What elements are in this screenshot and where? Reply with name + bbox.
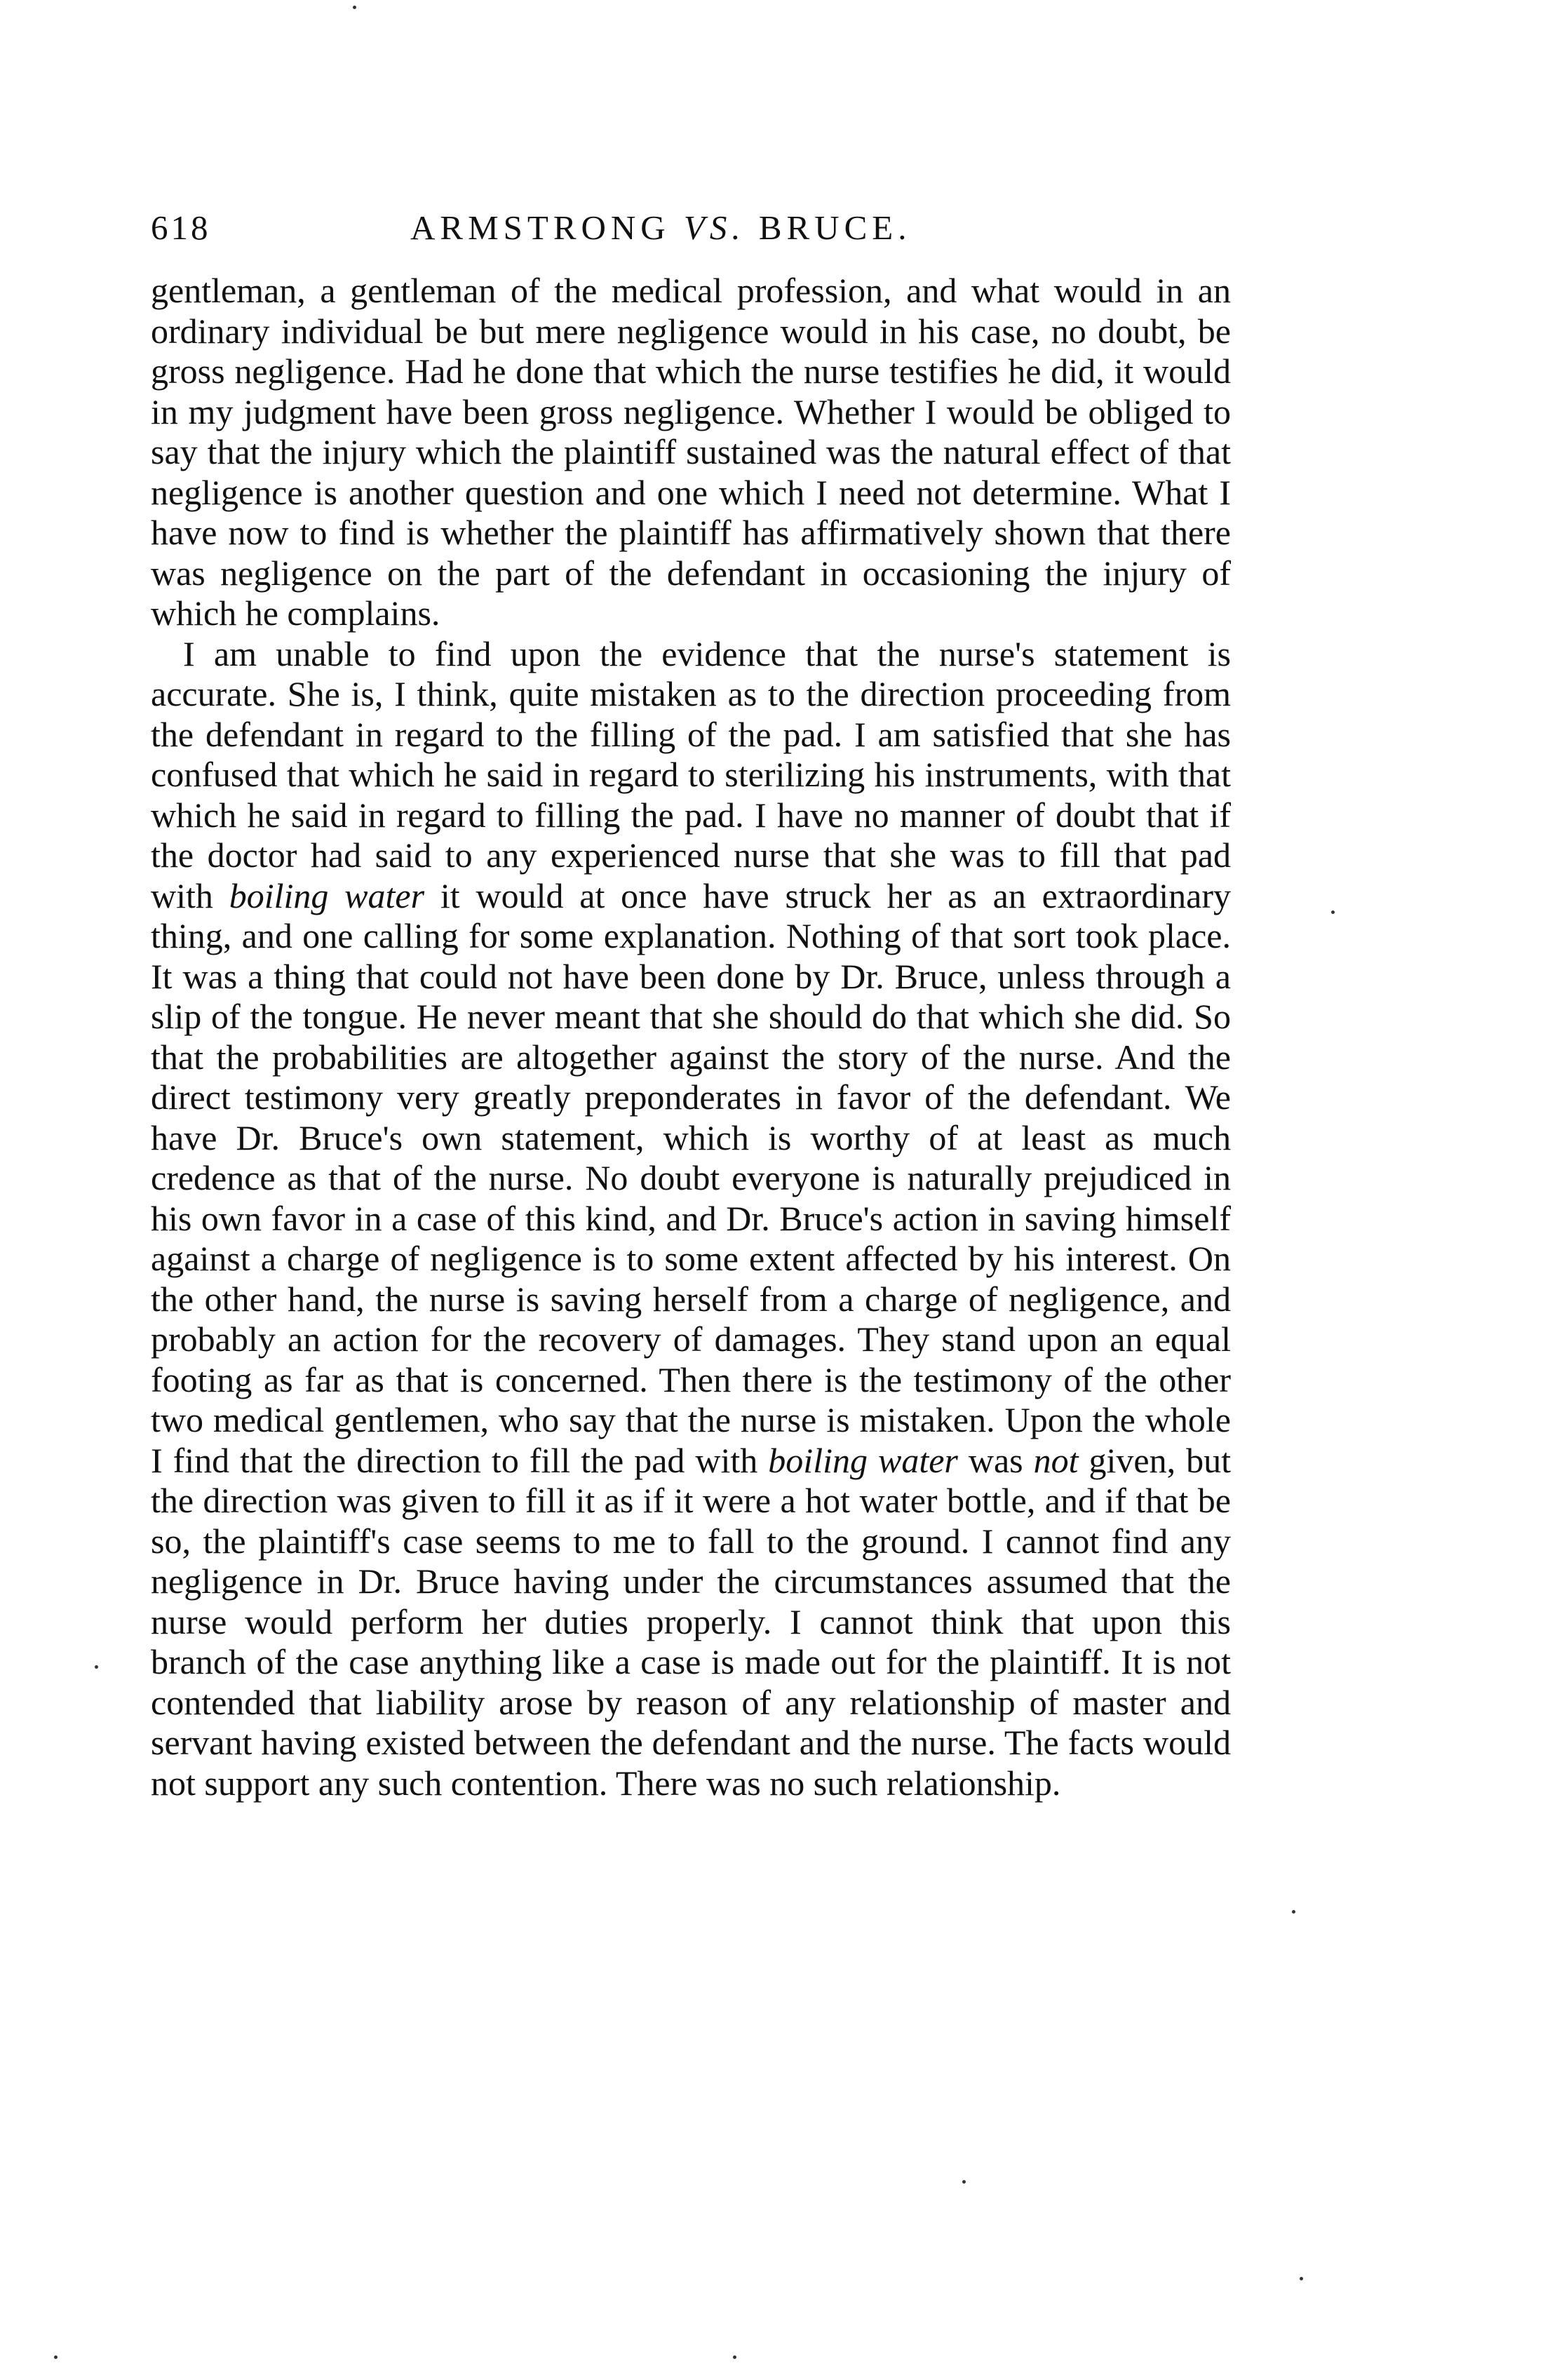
paragraph-finding-text-a: I am unable to find upon the evidence that the nurse's statement is accurate. She is, I think, quite mistaken as to the direction proceeding from the defendant in regard to the filling of the pad. I am satisfied that she has confused that which he said in regard to sterilizing his instruments, with that which he said in regard to filling the pad. I have no manner of doubt that if the doctor had said to any experienced nurse that she was to fill that pad with xyxy=(151,633,1231,915)
scan-speck xyxy=(1292,1910,1295,1914)
scan-speck xyxy=(95,1665,98,1669)
body-text xyxy=(151,271,1231,1803)
emphasis-boiling-water: boiling water xyxy=(229,875,425,915)
paragraph-finding-text-b: it would at once have struck her as an extraordinary thing, and one calling for some explanation. Nothing of that sort took place. It was a thing that could not have been done by Dr. Bruce, unless through a slip of the tongue. He never meant that she should do that which she did. So that the probabilities are altogether against the story of the nurse. And the direct testimony very greatly preponderates in favor of the defendant. We have Dr. Bruce's own statement, which is worthy of at least as much credence as that of the nurse. No doubt everyone is naturally prejudiced in his own favor in a case of this kind, and Dr. Bruce's action in saving himself against a charge of negligence is to some extent affected by his interest. On the other hand, the nurse is saving herself from a charge of negligence, and probably an action for the recovery of damages. They stand upon an equal footing as far as that is concerned. Then there is the testimony of the other two medical gentlemen, who say that the nurse is mistaken. Upon the whole I find that the direction to fill the pad with xyxy=(151,875,1231,1480)
scan-speck xyxy=(1331,910,1335,914)
scan-speck xyxy=(353,6,356,9)
running-title xyxy=(410,208,911,248)
emphasis-not: not xyxy=(1033,1440,1079,1480)
page-number: 618 xyxy=(151,208,211,247)
scan-speck xyxy=(962,2180,966,2184)
running-title-versus: VS. xyxy=(683,208,746,247)
running-title-defendant: BRUCE. xyxy=(745,208,912,247)
scan-speck xyxy=(1300,2277,1303,2280)
paragraph-finding-text-d: given, but the direction was given to fill it as if it were a hot water bottle, and if that be so, the plaintiff's case seems to me to fall to the ground. I cannot find any negligence in Dr. Bruce having under the circumstances assumed that the nurse would perform her duties properly. I cannot think that upon this branch of the case anything like a case is made out for the plaintiff. It is not contended that liability arose by reason of any relationship of master and servant having existed between the defendant and the nurse. The facts would not support any such contention. There was no such relationship. xyxy=(151,1440,1231,1803)
paragraph-finding-text-c: was xyxy=(957,1440,1034,1480)
paragraph-finding xyxy=(151,634,1231,1804)
running-head xyxy=(151,208,1231,264)
paragraph-continued: gentleman, a gentleman of the medical profession, and what would in an ordinary individual be but mere negligence would in his case, no doubt, be gross negligence. Had he done that which the nurse testifies he did, it would in my judgment have been gross negligence. Whether I would be obliged to say that the injury which the plaintiff sustained was the natural effect of that negligence is another question and one which I need not determine. What I have now to find is whether the plaintiff has affirmatively shown that there was negligence on the part of the defendant in occasioning the injury of which he complains. xyxy=(151,271,1231,633)
emphasis-boiling-water-second: boiling water xyxy=(768,1440,958,1480)
scan-speck xyxy=(733,2355,736,2359)
scan-speck xyxy=(54,2355,58,2359)
running-title-plaintiff: ARMSTRONG xyxy=(410,208,684,247)
